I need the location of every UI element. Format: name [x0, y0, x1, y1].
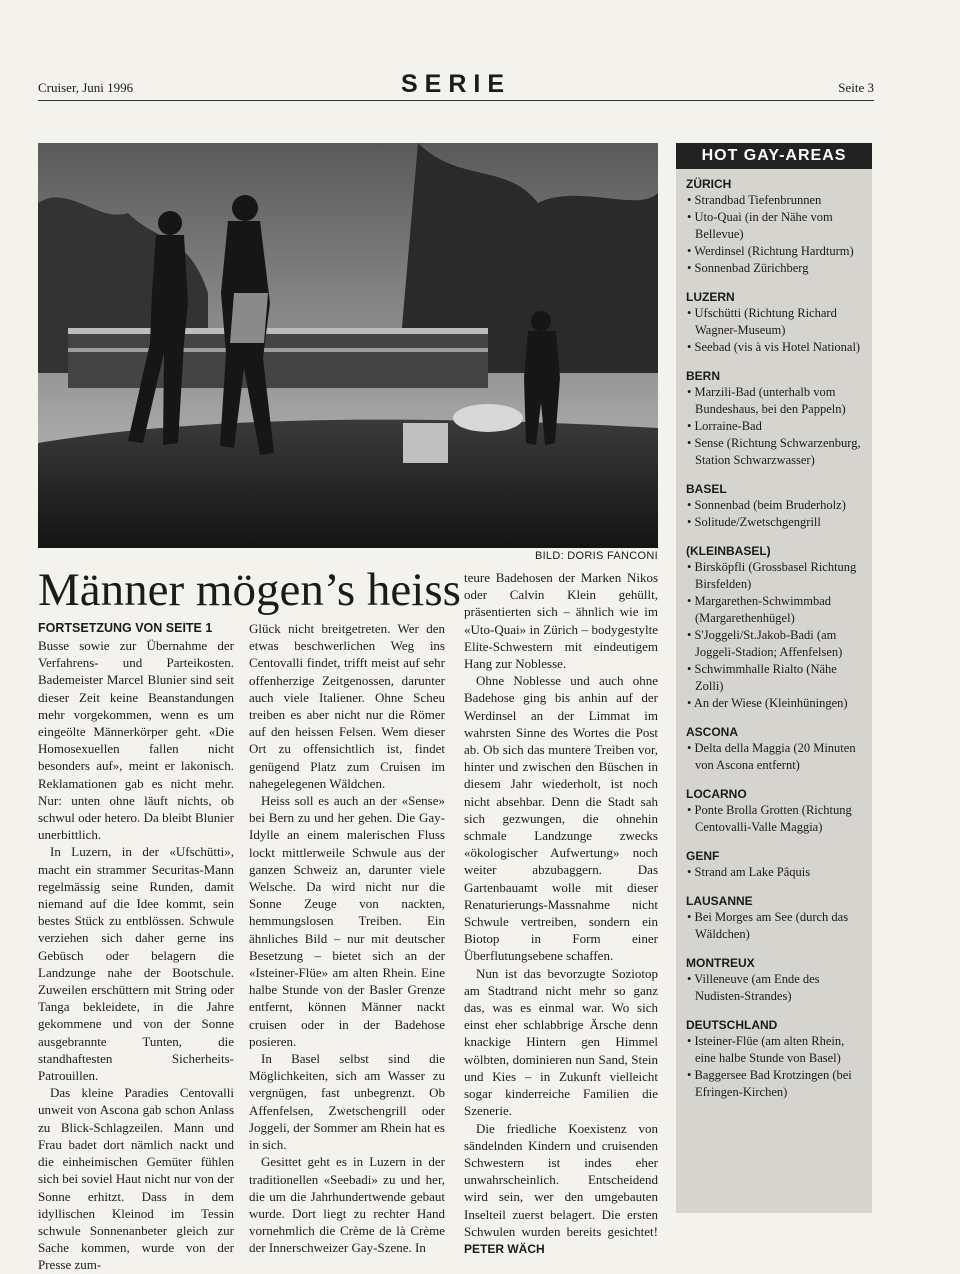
spot-item: • Ufschütti (Richtung Richard Wagner-Museum) [686, 305, 864, 339]
spot-item: • Birsköpfli (Grossbasel Richtung Birsfelden) [686, 559, 864, 593]
paragraph: Glück nicht breitgetreten. Wer den etwas beschwerlichen Weg ins Centovalli findet, trifft meist auf sehr offenherzige Zeitgenossen, darunter auch viele Italiener. Ohne Scheu treiben es aber nicht nur die Römer auf den heissen Felsen. Wem dieser Ort zu offensichtlich ist, findet genügend Platz zum Cruisen im nahegelegenen Wäldchen. [249, 621, 445, 791]
hot-gay-areas-sidebar [676, 143, 872, 1213]
sidebar-list [676, 169, 872, 1101]
spot-item: • Sonnenbad Zürichberg [686, 260, 864, 277]
region-block [686, 177, 864, 277]
region-block [686, 956, 864, 1005]
page-header [38, 72, 874, 102]
spot-item: • Schwimmhalle Rialto (Nähe Zolli) [686, 661, 864, 695]
spot-item: • Seebad (vis à vis Hotel National) [686, 339, 864, 356]
paragraph: Busse sowie zur Übernahme der Verfahrens- und Parteikosten. Bademeister Marcel Blunier sind seit dieser Zeit keine Beanstandungen mehr vorgekommen, wenn es um eingeölte Männerkörper geht. «Die Homosexuellen fallen nicht besonders auf», meint er lakonisch. Reklamationen gab es nicht mehr. Nur: unten ohne läuft nichts, ob schwul oder hetero. Da bleibt Blunier unerbittlich. [38, 638, 234, 843]
paragraph: Das kleine Paradies Centovalli unweit von Ascona gab schon Anlass zu Blick-Schlagzeilen. Mann und Frau badet dort nämlich nackt und die einheimischen Gemüter fühlen sich bei soviel Haut nicht nur von der Sonne erhitzt. Dass in dem idyllischen Kleinod im Tessin schwule Sonnenanbeter gleich zur Sache kommen, wurde von der Presse zum- [38, 1085, 234, 1273]
sidebar-title: HOT GAY-AREAS [676, 143, 872, 169]
continuation-note: FORTSETZUNG VON SEITE 1 [38, 621, 213, 635]
spot-item: • Isteiner-Flüe (am alten Rhein, eine halbe Stunde von Basel) [686, 1033, 864, 1067]
region-name: LAUSANNE [686, 894, 753, 908]
spot-item: • Baggersee Bad Krotzingen (bei Efringen-Kirchen) [686, 1067, 864, 1101]
header-rule [38, 100, 874, 101]
spot-item: • Villeneuve (am Ende des Nudisten-Strandes) [686, 971, 864, 1005]
spot-item: • Bei Morges am See (durch das Wäldchen) [686, 909, 864, 943]
region-block [686, 787, 864, 836]
section-title: SERIE [400, 70, 512, 98]
region-name: MONTREUX [686, 956, 755, 970]
region-name: ZÜRICH [686, 177, 732, 191]
paragraph: In Luzern, in der «Ufschütti», macht ein strammer Securitas-Mann regelmässig seine Runden, damit niemand auf die Idee kommt, sein bestes Stück zu entblössen. Schwule verziehen sich daher gerne ins Gebüsch oder belagern die Landzunge nahe der Bootschule. Zuweilen erschüttern mit String oder Tanga bekleidete, in die Jahre gekommene und von der Sonne ausgebrannte Tunten, die standhaftesten Sicherheits-Patrouillen. [38, 844, 234, 1084]
region-name: DEUTSCHLAND [686, 1018, 778, 1032]
page-number: Seite 3 [838, 80, 874, 95]
region-block [686, 894, 864, 943]
article-column-2 [249, 620, 445, 1257]
region-block [686, 290, 864, 356]
spot-item: • Sense (Richtung Schwarzenburg, Station Schwarzwasser) [686, 435, 864, 469]
spot-item: • Uto-Quai (in der Nähe vom Bellevue) [686, 209, 864, 243]
spot-item: • Strandbad Tiefenbrunnen [686, 192, 864, 209]
spot-item: • Ponte Brolla Grotten (Richtung Centovalli-Valle Maggia) [686, 802, 864, 836]
issue-date: Cruiser, Juni 1996 [38, 80, 134, 95]
region-name: GENF [686, 849, 720, 863]
paragraph: Gesittet geht es in Luzern in der traditionellen «Seebadi» zu und her, die um die Jahrhundertwende gebaut wurde. Dort liegt zu rechter Hand vornehmlich die Crème de là Crème der Innerschweizer Gay-Szene. In [249, 1154, 445, 1256]
region-name: BASEL [686, 482, 727, 496]
paragraph [464, 1120, 658, 1259]
article-headline: Männer mögen’s heiss [38, 564, 461, 616]
spot-item: • Solitude/Zwetschgengrill [686, 514, 864, 531]
paragraph: Ohne Noblesse und auch ohne Badehose ging bis anhin auf der Werdinsel an der Limmat im wahrsten Sinne des Wortes die Post ab. Ob sich das muntere Treiben vor, hinter und zwischen den Büschen in diesem Jahr wiederholt, ist noch nicht absehbar. Denn die Stadt sah sich gezwungen, die ohnehin schmale Landzunge zwecks «ökologischer Aufwertung» noch weiter abzubaggern. Das Gartenbauamt wolle mit dieser Renaturierungs-Massnahme nicht Schwule vertreiben, sondern ein Biotop in Form einer Überflutungsebene schaffen. [464, 673, 658, 964]
beach-photo [38, 143, 658, 548]
paragraph: Heiss soll es auch an der «Sense» bei Bern zu und her gehen. Die Gay-Idylle an einem malerischen Fluss lockt mittlerweile Schwule aus der ganzen Schweiz an, darunter viele Welsche. Da wird nicht nur die Sonne Zeuge von nackten, hemmungslosen Treiben. Ein ähnliches Bild – nur mit deutscher Besetzung – bietet sich an der «Isteiner-Flüe» am alten Rhein. Eine halbe Stunde von der Basler Grenze entfernt, können Männer nackt cruisen oder in der Badehose posieren. [249, 793, 445, 1049]
paragraph: Nun ist das bevorzugte Soziotop am Stadtrand nicht mehr so ganz das, was es einmal war. Wo sich einst eher schlabbrige Ärsche denn knackige Hintern gen Himmel wölbten, dominieren nun Sand, Stein und Kies – in Zukunft vielleicht sogar kinderreiche Familien die Szenerie. [464, 965, 658, 1119]
spot-item: • Werdinsel (Richtung Hardturm) [686, 243, 864, 260]
final-paragraph-text: Die friedliche Koexistenz von sändelnden Kindern und cruisenden Schwestern ist indes eher unwahrscheinlich. Entscheidend wird sein, wer den umgebauten Inselteil zuerst belagert. Die ersten Schwulen wurden bereits gesichtet! [464, 1120, 658, 1239]
region-name: LOCARNO [686, 787, 747, 801]
spot-item: • S'Joggeli/St.Jakob-Badi (am Joggeli-Stadion; Affenfelsen) [686, 627, 864, 661]
region-name: ASCONA [686, 725, 739, 739]
spot-item: • Marzili-Bad (unterhalb vom Bundeshaus, bei den Pappeln) [686, 384, 864, 418]
region-block [686, 482, 864, 531]
region-block [686, 725, 864, 774]
spot-item: • Lorraine-Bad [686, 418, 864, 435]
photo-credit: BILD: DORIS FANCONI [534, 550, 658, 562]
article-column-1 [38, 620, 234, 1274]
spot-item: • An der Wiese (Kleinhüningen) [686, 695, 864, 712]
region-name: (KLEINBASEL) [686, 544, 771, 558]
spot-item: • Delta della Maggia (20 Minuten von Ascona entfernt) [686, 740, 864, 774]
author-byline: PETER WÄCH [464, 1241, 545, 1256]
region-name: BERN [686, 369, 721, 383]
paragraph: teure Badehosen der Marken Nikos oder Calvin Klein gehüllt, präsentierten sich – ähnlich wie im «Uto-Quai» in Zürich – bodygestylte Elite-Schwestern mit eindeutigem Hang zur Noblesse. [464, 570, 658, 672]
region-block [686, 849, 864, 881]
region-block [686, 369, 864, 469]
spot-item: • Sonnenbad (beim Bruderholz) [686, 497, 864, 514]
paragraph: In Basel selbst sind die Möglichkeiten, sich am Wasser zu vergnügen, fast unbegrenzt. Ob Affenfelsen, Zwetschengrill oder Joggeli, der Sommer am Rhein hat es in sich. [249, 1051, 445, 1153]
region-block [686, 1018, 864, 1101]
region-name: LUZERN [686, 290, 735, 304]
spot-item: • Strand am Lake Pâquis [686, 864, 864, 881]
region-block [686, 544, 864, 712]
article-column-3 [464, 569, 658, 1258]
spot-item: • Margarethen-Schwimmbad (Margarethenhügel) [686, 593, 864, 627]
